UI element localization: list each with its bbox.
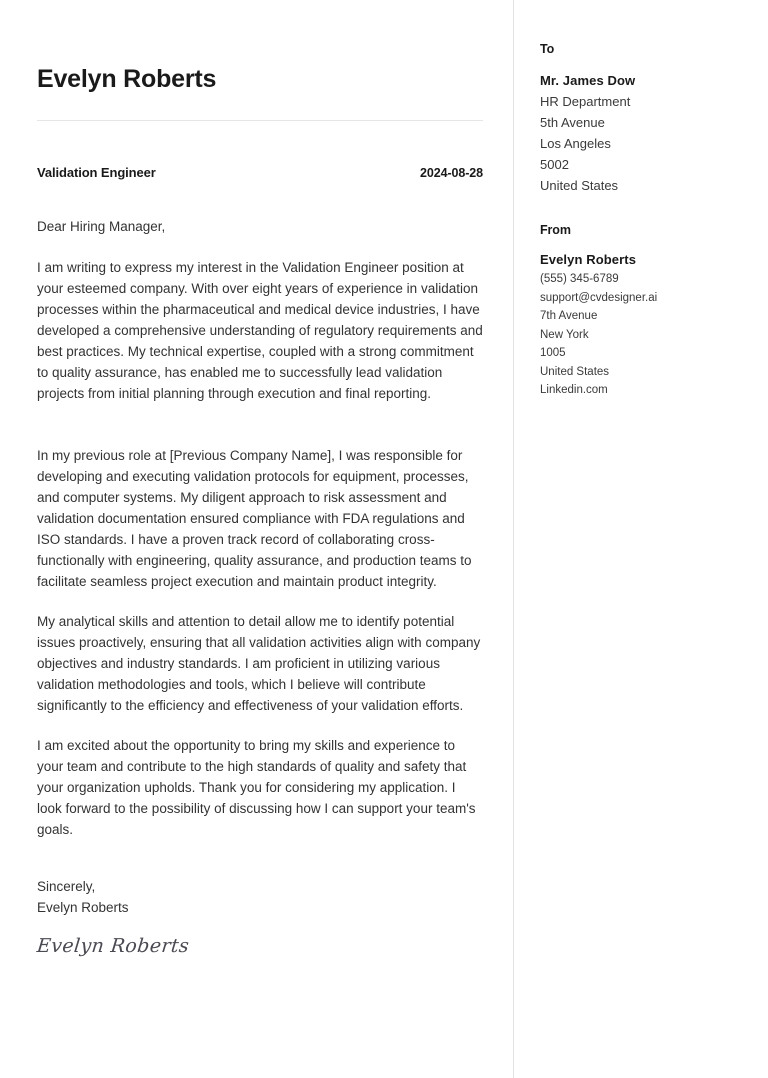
recipient-address-line: HR Department — [540, 94, 631, 109]
letter-paragraph: I am excited about the opportunity to bring my skills and experience to your team and contribute to the high standards of quality and safety that your organization upholds. Thank you for considering my application. I look forward to the possibility of discussing how I can support your team's goals. — [37, 738, 476, 837]
sender-contact-block — [540, 250, 750, 400]
sender-address-line: New York — [540, 328, 589, 341]
page-title: Evelyn Roberts — [37, 65, 217, 93]
from-section-label: From — [540, 223, 571, 237]
recipient-name: Mr. James Dow — [540, 73, 636, 88]
letter-paragraph: I am writing to express my interest in the Validation Engineer position at your esteemed company. With over eight years of experience in validation processes within the pharmaceutical and medical device industries, I have developed a comprehensive understanding of regulatory requirements and best practices. My technical expertise, coupled with a strong commitment to quality assurance, has enabled me to successfully lead validation projects from initial planning through execution and final reporting. — [37, 260, 483, 401]
sender-linkedin-link[interactable]: Linkedin.com — [540, 384, 608, 396]
recipient-address-line: Los Angeles — [540, 136, 611, 151]
sender-address-line: 1005 — [540, 347, 566, 359]
sender-name: Evelyn Roberts — [540, 252, 637, 267]
recipient-address-line: United States — [540, 178, 619, 193]
salutation: Dear Hiring Manager, — [37, 219, 166, 234]
address-sidebar — [540, 0, 750, 400]
closing-block — [37, 876, 483, 918]
sender-address-line: United States — [540, 365, 610, 378]
sender-address-line: 7th Avenue — [540, 310, 598, 322]
header-divider-rule — [37, 120, 483, 121]
recipient-address-line: 5002 — [540, 157, 569, 172]
letter-body-column — [37, 0, 483, 959]
to-section-label: To — [540, 42, 555, 56]
column-divider — [513, 0, 514, 1078]
letter-paragraph: In my previous role at [Previous Company Name], I was responsible for developing and executing validation protocols for equipment, processes, and computer systems. My diligent approach to risk assessment and validation documentation ensured compliance with FDA regulations and ISO standards. I have a proven track record of collaborating cross-functionally with engineering, quality assurance, and production teams to facilitate seamless project execution and maintain product integrity. — [37, 448, 472, 589]
job-title-date-row — [37, 164, 483, 182]
job-title: Validation Engineer — [37, 165, 156, 180]
sender-phone: (555) 345-6789 — [540, 273, 619, 285]
closing-phrase: Sincerely, — [37, 879, 96, 894]
sender-email[interactable]: support@cvdesigner.ai — [540, 291, 658, 304]
signature: Evelyn Roberts — [35, 935, 191, 957]
recipient-address-line: 5th Avenue — [540, 115, 605, 130]
letter-paragraph: My analytical skills and attention to detail allow me to identify potential issues proactively, ensuring that all validation activities align with company objectives and industry standards. I am proficient in utilizing various validation methodologies and tools, which I believe will contribute significantly to the efficiency and effectiveness of your validation efforts. — [37, 614, 481, 713]
closing-name: Evelyn Roberts — [37, 900, 129, 915]
recipient-address-block — [540, 70, 750, 196]
letter-date: 2024-08-28 — [420, 166, 483, 180]
